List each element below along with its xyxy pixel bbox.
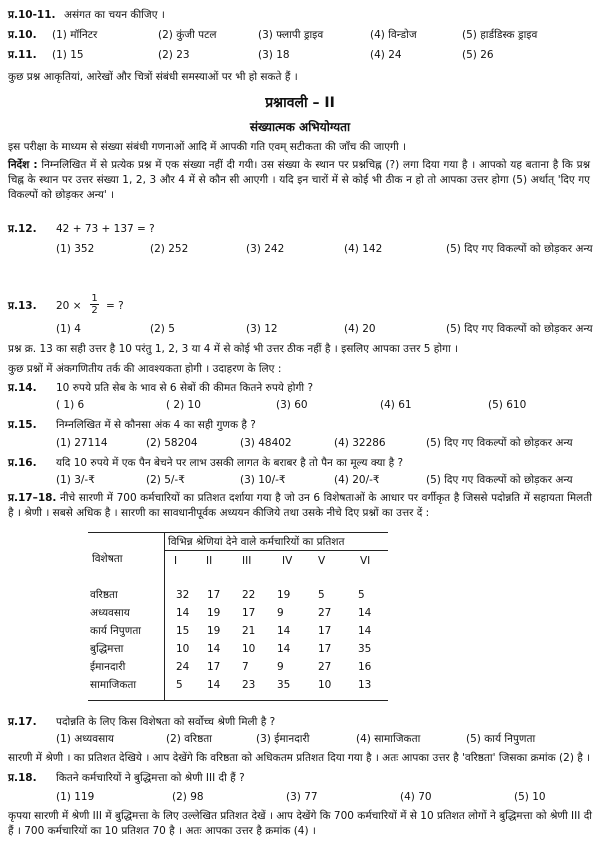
table-col-header: III [242, 555, 252, 567]
table-cell: 14 [358, 625, 372, 637]
table-col-header: II [206, 555, 213, 567]
table-cell: 10 [242, 643, 256, 655]
table-header-divider [164, 550, 388, 551]
table-row-label: ईमानदारी [90, 661, 126, 673]
table-header-trait: विशेषता [92, 553, 123, 565]
q17-text: पदोन्नति के लिए किस विशेषता को सर्वोच्च श्रेणी मिली है ? [56, 716, 276, 728]
q17-option-5: (5) कार्य निपुणता [466, 733, 536, 745]
shapes-note: कुछ प्रश्न आकृतियां, आरेखों और चित्रों संबंधी समस्याओं पर भी हो सकते हैं । [8, 71, 298, 83]
reasoning-note: कुछ प्रश्नों में अंकगणितीय तर्क की आवश्यकता होगी । उदाहरण के लिए : [8, 363, 282, 375]
q15-option-3: (3) 48402 [240, 437, 292, 449]
table-header-group: विभिन्न श्रेणियां देने वाले कर्मचारियों का प्रतिशत [168, 536, 345, 548]
section-subtitle: संख्यात्मक अभियोग्यता [249, 120, 351, 134]
table-top-rule [88, 532, 388, 533]
section-intro: इस परीक्षा के माध्यम से संख्या संबंधी गणनाओं आदि में आपकी गति एवम् सटीकता की जाँच की जाएगी । [8, 141, 407, 153]
q10-number: प्र.10. [8, 29, 37, 41]
table-cell: 14 [176, 607, 190, 619]
q13-fraction [90, 293, 99, 316]
table-cell: 17 [207, 661, 221, 673]
table-col-header: VI [360, 555, 371, 567]
direction-text: निम्नलिखित में से प्रत्येक प्रश्न में एक संख्या नहीं दी गयी। उस संख्या के स्थान पर प्रश्नचिह्न (?) लगा दिया गया है । आपको यह बताना है कि प्रश्न चिह्न के स्थान पर उत्तर संख्या 1, 2, 3 और 4 में से कौन सी आएगी । यदि इन चारों में से कोई भी ठीक न हो तो आपका उत्तर होगा (5) अर्थात् 'दिए गए विकल्पों को छोड़कर अन्य' । [8, 159, 590, 201]
table-cell: 16 [358, 661, 372, 673]
q12-option-1: (1) 352 [56, 243, 95, 255]
q11-option-2: (2) 23 [158, 49, 190, 61]
q13-option-1: (1) 4 [56, 323, 81, 335]
q14-option-2: ( 2) 10 [166, 399, 201, 411]
q18-option-1: (1) 119 [56, 791, 95, 803]
q13-text-b: = ? [106, 300, 124, 312]
table-cell: 24 [176, 661, 190, 673]
q13-text-a: 20 × [56, 300, 82, 312]
table-cell: 14 [358, 607, 372, 619]
q13-number: प्र.13. [8, 300, 37, 312]
q10-11-text: असंगत का चयन कीजिए । [64, 9, 165, 21]
q12-option-4: (4) 142 [344, 243, 383, 255]
q18-option-5: (5) 10 [514, 791, 546, 803]
q10-option-3: (3) फ्लापी ड्राइव [258, 29, 324, 41]
q17-explanation: सारणी में श्रेणी । का प्रतिशत देखिये । आप देखेंगे कि वरिष्ठता को अधिकतम प्रतिशत दिया गया है । अतः आपका उत्तर है 'वरिष्ठता' जिसका क्रमांक (2) है । [8, 752, 591, 764]
q13-option-3: (3) 12 [246, 323, 278, 335]
q12-option-2: (2) 252 [150, 243, 189, 255]
table-cell: 27 [318, 661, 332, 673]
table-cell: 19 [207, 607, 221, 619]
q13-option-4: (4) 20 [344, 323, 376, 335]
table-column-divider [164, 532, 165, 700]
table-row-label: कार्य निपुणता [90, 625, 142, 637]
q11-option-1: (1) 15 [52, 49, 84, 61]
q17-option-1: (1) अध्यवसाय [56, 733, 115, 745]
q13-option-5: (5) दिए गए विकल्पों को छोड़कर अन्य [446, 323, 593, 335]
table-row-label: बुद्धिमत्ता [90, 643, 124, 655]
q17-18-label: प्र.17–18. [8, 492, 57, 504]
table-col-header: V [318, 555, 326, 567]
q12-option-3: (3) 242 [246, 243, 285, 255]
table-cell: 19 [207, 625, 221, 637]
q13-option-2: (2) 5 [150, 323, 175, 335]
q14-option-4: (4) 61 [380, 399, 412, 411]
q18-option-4: (4) 70 [400, 791, 432, 803]
table-row-label: वरिष्ठता [90, 589, 118, 601]
table-cell: 5 [358, 589, 365, 601]
q14-number: प्र.14. [8, 382, 37, 394]
q15-option-1: (1) 27114 [56, 437, 108, 449]
table-cell: 32 [176, 589, 190, 601]
table-bottom-rule [88, 700, 388, 701]
q15-text: निम्नलिखित में से कौनसा अंक 4 का सही गुणक है ? [56, 419, 256, 431]
q13-fraction-denominator: 2 [91, 305, 98, 316]
q10-option-4: (4) विन्डोज [370, 29, 417, 41]
table-cell: 17 [318, 643, 332, 655]
table-cell: 14 [277, 643, 291, 655]
table-cell: 10 [318, 679, 332, 691]
q12-number: प्र.12. [8, 223, 37, 235]
q16-option-5: (5) दिए गए विकल्पों को छोड़कर अन्य [426, 474, 573, 486]
table-cell: 7 [242, 661, 249, 673]
q17-option-4: (4) सामाजिकता [356, 733, 421, 745]
q15-number: प्र.15. [8, 419, 37, 431]
table-cell: 14 [207, 679, 221, 691]
q18-explanation: कृपया सारणी में श्रेणी III में बुद्धिमत्ता के लिए उल्लेखित प्रतिशत देखें । आप देखेंगे कि 700 कर्मचारियों में से 10 प्रतिशत लोगों ने बुद्धिमत्ता को श्रेणी III दी हैं । 700 कर्मचारियों का 10 प्रतिशत 70 है । अतः आपका उत्तर है क्रमांक (4) । [8, 810, 592, 837]
table-cell: 9 [277, 607, 284, 619]
table-cell: 14 [277, 625, 291, 637]
q15-option-4: (4) 32286 [334, 437, 386, 449]
table-cell: 35 [358, 643, 372, 655]
q18-option-2: (2) 98 [172, 791, 204, 803]
q12-option-5: (5) दिए गए विकल्पों को छोड़कर अन्य [446, 243, 593, 255]
q12-text: 42 + 73 + 137 = ? [56, 223, 155, 235]
table-cell: 5 [176, 679, 183, 691]
q14-option-5: (5) 610 [488, 399, 527, 411]
q16-text: यदि 10 रुपये में एक पैन बेचने पर लाभ उसकी लागत के बराबर है तो पैन का मूल्य क्या है ? [56, 457, 404, 469]
section-title: प्रश्नावली – II [265, 95, 335, 111]
q16-option-1: (1) 3/-₹ [56, 474, 95, 486]
q17-18-intro [8, 491, 592, 521]
table-cell: 13 [358, 679, 372, 691]
q17-option-3: (3) ईमानदारी [256, 733, 310, 745]
table-cell: 5 [318, 589, 325, 601]
q14-option-3: (3) 60 [276, 399, 308, 411]
table-cell: 17 [242, 607, 256, 619]
q10-option-2: (2) कुंजी पटल [158, 29, 217, 41]
table-cell: 22 [242, 589, 256, 601]
q17-number: प्र.17. [8, 716, 37, 728]
q15-option-2: (2) 58204 [146, 437, 198, 449]
q16-option-4: (4) 20/-₹ [334, 474, 380, 486]
table-cell: 17 [207, 589, 221, 601]
q18-option-3: (3) 77 [286, 791, 318, 803]
table-cell: 23 [242, 679, 256, 691]
q11-option-3: (3) 18 [258, 49, 290, 61]
direction-paragraph [8, 158, 590, 203]
q15-option-5: (5) दिए गए विकल्पों को छोड़कर अन्य [426, 437, 573, 449]
q10-option-5: (5) हार्डडिस्क ड्राइव [462, 29, 538, 41]
table-cell: 19 [277, 589, 291, 601]
q14-text: 10 रुपये प्रति सेब के भाव से 6 सेबों की कीमत कितने रुपये होगी ? [56, 382, 314, 394]
table-row-label: सामाजिकता [90, 679, 137, 691]
table-cell: 14 [207, 643, 221, 655]
table-cell: 9 [277, 661, 284, 673]
q13-fraction-numerator: 1 [91, 293, 98, 304]
q10-option-1: (1) मॉनिटर [52, 29, 98, 41]
table-col-header: I [174, 555, 178, 567]
q17-option-2: (2) वरिष्ठता [166, 733, 212, 745]
q18-text: कितने कर्मचारियों ने बुद्धिमत्ता को श्रेणी III दी हैं ? [56, 772, 245, 784]
q16-number: प्र.16. [8, 457, 37, 469]
q16-option-3: (3) 10/-₹ [240, 474, 286, 486]
q18-number: प्र.18. [8, 772, 37, 784]
table-cell: 17 [318, 625, 332, 637]
q17-18-text: नीचे सारणी में 700 कर्मचारियों का प्रतिशत दर्शाया गया है जो उन 6 विशेषताओं के आधार पर वर्गीकृत है जिससे पदोन्नति में सहायता मिलती है । श्रेणी । सबसे अधिक है । सारणी का सावधानीपूर्वक अध्ययन कीजिये तथा उसके नीचे दिए प्रश्नों का उत्तर दें : [8, 492, 592, 519]
table-cell: 35 [277, 679, 291, 691]
table-cell: 27 [318, 607, 332, 619]
q11-option-4: (4) 24 [370, 49, 402, 61]
q10-11-label: प्र.10-11. [8, 9, 56, 21]
q16-option-2: (2) 5/-₹ [146, 474, 185, 486]
table-cell: 15 [176, 625, 190, 637]
table-cell: 21 [242, 625, 256, 637]
table-col-header: IV [282, 555, 293, 567]
employee-traits-table [88, 532, 388, 702]
table-row-label: अध्यवसाय [90, 607, 130, 619]
q13-answer-note: प्रश्न क्र. 13 का सही उत्तर है 10 परंतु 1, 2, 3 या 4 में से कोई भी उत्तर ठीक नहीं है । इसलिए आपका उत्तर 5 होगा । [8, 343, 459, 355]
q11-option-5: (5) 26 [462, 49, 494, 61]
table-cell: 10 [176, 643, 190, 655]
q11-number: प्र.11. [8, 49, 37, 61]
q14-option-1: ( 1) 6 [56, 399, 85, 411]
direction-label: निर्देश : [8, 159, 38, 171]
